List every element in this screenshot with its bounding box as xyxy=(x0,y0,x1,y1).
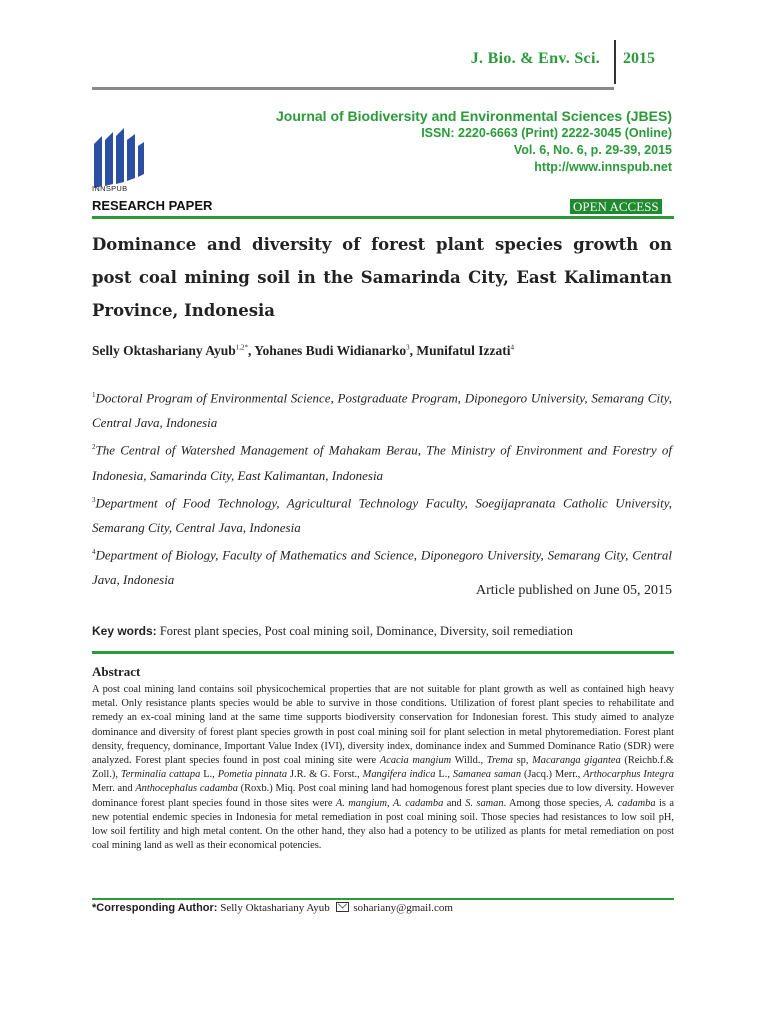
abstract-text: (Roxb.) Miq. Post coal mining land had homogenous forest plant species due to low diversity. However dominance forest plant species found in those sites were xyxy=(92,783,674,809)
header-divider xyxy=(614,40,616,84)
abstract-text: is a new potential endemic species in Indonesia for metal remediation in post coal mining soil. Those species had resistances to low soil pH, low soil fertility and high metal content. On the other hand, they also had a potency to be utilized as plants for metal remediation on post coal mining land as well as their economical potencies. xyxy=(92,797,674,852)
abstract-text: sp, xyxy=(512,755,533,767)
author-name: Selly Oktashariany Ayub xyxy=(92,343,236,358)
abstract-heading: Abstract xyxy=(92,664,141,679)
corresponding-author xyxy=(92,902,674,914)
header-rule xyxy=(92,87,614,90)
abstract-species-name: A. mangium, A. cadamba xyxy=(335,797,444,809)
paper-title: Dominance and diversity of forest plant species growth on post coal mining soil in the Samarinda City, East Kalimantan Province, Indonesia xyxy=(92,235,672,320)
affiliation-text: Doctoral Program of Environmental Science, Postgraduate Program, Diponegoro University, Semarang City, Central Java, Indonesia xyxy=(92,390,672,431)
author-affiliation-mark: 3 xyxy=(406,343,410,352)
keywords-text: Forest plant species, Post coal mining soil, Dominance, Diversity, soil remediation xyxy=(159,624,573,638)
running-header-year: 2015 xyxy=(623,50,655,67)
affiliations xyxy=(92,383,672,592)
abstract-text: Willd., xyxy=(451,755,487,767)
affiliation-mark: 2 xyxy=(92,443,96,452)
mail-icon xyxy=(336,902,349,912)
keywords xyxy=(92,624,672,639)
abstract-text: J.R. & G. Forst., xyxy=(287,769,363,781)
open-access-badge: OPEN ACCESS xyxy=(570,199,662,214)
affiliation-text: The Central of Watershed Management of Mahakam Berau, The Ministry of Environment and Forestry of Indonesia, Samarinda City, East Kalimantan, Indonesia xyxy=(92,442,672,483)
abstract-text: Merr. and xyxy=(92,783,136,795)
abstract-text: (Reichb.f.& Zoll.), xyxy=(92,755,675,781)
article-type: RESEARCH PAPER xyxy=(92,198,213,213)
keywords-label: Key words: xyxy=(92,624,157,638)
affiliation-text: Department of Biology, Faculty of Mathematics and Science, Diponegoro University, Semarang City, Central Java, Indonesia xyxy=(92,547,672,588)
green-rule-bottom xyxy=(92,898,674,900)
abstract-species-name: Arthocarphus Integra xyxy=(583,769,674,781)
author-name: Yohanes Budi Widianarko xyxy=(254,343,407,358)
journal-name: Journal of Biodiversity and Environmental Sciences (JBES) xyxy=(276,108,672,124)
abstract-text: L., xyxy=(200,769,218,781)
author-list xyxy=(92,343,672,359)
abstract-species-name: Anthocephalus cadamba xyxy=(135,783,238,795)
abstract-species-name: A. cadamba xyxy=(605,797,656,809)
journal-url[interactable]: http://www.innspub.net xyxy=(534,160,672,174)
author-separator: , xyxy=(409,343,417,358)
author-name: Munifatul Izzati xyxy=(416,343,511,358)
affiliation-mark: 1 xyxy=(92,391,96,399)
affiliation xyxy=(92,435,672,487)
affiliation-mark: 3 xyxy=(92,495,96,504)
abstract-species-name: Acacia mangium xyxy=(379,755,452,767)
affiliation xyxy=(92,383,672,435)
logo-caption: INNSPUB xyxy=(92,184,128,193)
author-separator: , xyxy=(248,343,255,358)
corresponding-email[interactable]: sohariany@gmail.com xyxy=(353,902,453,914)
journal-volume: Vol. 6, No. 6, p. 29-39, 2015 xyxy=(513,143,672,157)
abstract-text: (Jacq.) Merr., xyxy=(521,769,584,781)
corresponding-label: *Corresponding Author: xyxy=(92,902,218,914)
abstract-species-name: Trema xyxy=(486,755,513,767)
abstract-species-name: Terminalia cattapa xyxy=(120,769,201,781)
author-affiliation-mark: 1,2* xyxy=(235,343,249,352)
corresponding-name: Selly Oktashariany Ayub xyxy=(220,902,330,914)
affiliation-mark: 4 xyxy=(92,547,96,556)
abstract-species-name: Macaranga gigantea xyxy=(532,755,621,767)
abstract-species-name: Samanea saman xyxy=(452,769,522,781)
abstract-text: L., xyxy=(435,769,453,781)
abstract-body xyxy=(92,683,674,853)
publication-date: Article published on June 05, 2015 xyxy=(476,583,672,598)
running-header xyxy=(0,40,768,92)
affiliation xyxy=(92,488,672,540)
abstract-text: A post coal mining land contains soil physicochemical properties that are not suitable for plant growth as well as contained high heavy metal. Only resistance plants species would be able to survive in those conditions. Utilization of forest plant species to rehabilitate and remedy an ex-coal mining land at the same time supports biodiversity conservation for Indonesian forest. This study aimed to analyze dominance and diversity of forest plant species growth in post coal mining soil for plant selection in metal phytoremediation. Forest plant density, frequency, dominance, Important Value Index (IVI), diversity index, dominance index and Summed Dominance Ratio (SDR) were analyzed. Forest plant species found in post coal mining site were xyxy=(92,684,674,767)
author-affiliation-mark: 4 xyxy=(510,343,514,352)
running-header-journal: J. Bio. & Env. Sci. xyxy=(470,50,600,67)
abstract-text: and xyxy=(443,797,466,809)
affiliation-text: Department of Food Technology, Agricultural Technology Faculty, Soegijapranata Catholic University, Semarang City, Central Java, Indonesia xyxy=(92,494,672,535)
green-rule-top xyxy=(92,216,674,219)
abstract-species-name: Mangifera indica xyxy=(362,769,436,781)
abstract-text: . Among those species, xyxy=(503,797,606,809)
journal-issn: ISSN: 2220-6663 (Print) 2222-3045 (Online) xyxy=(421,126,672,140)
abstract-species-name: Pometia pinnata xyxy=(217,769,288,781)
journal-info xyxy=(200,108,672,176)
abstract-species-name: S. saman xyxy=(465,797,504,809)
green-rule-middle xyxy=(92,651,674,654)
